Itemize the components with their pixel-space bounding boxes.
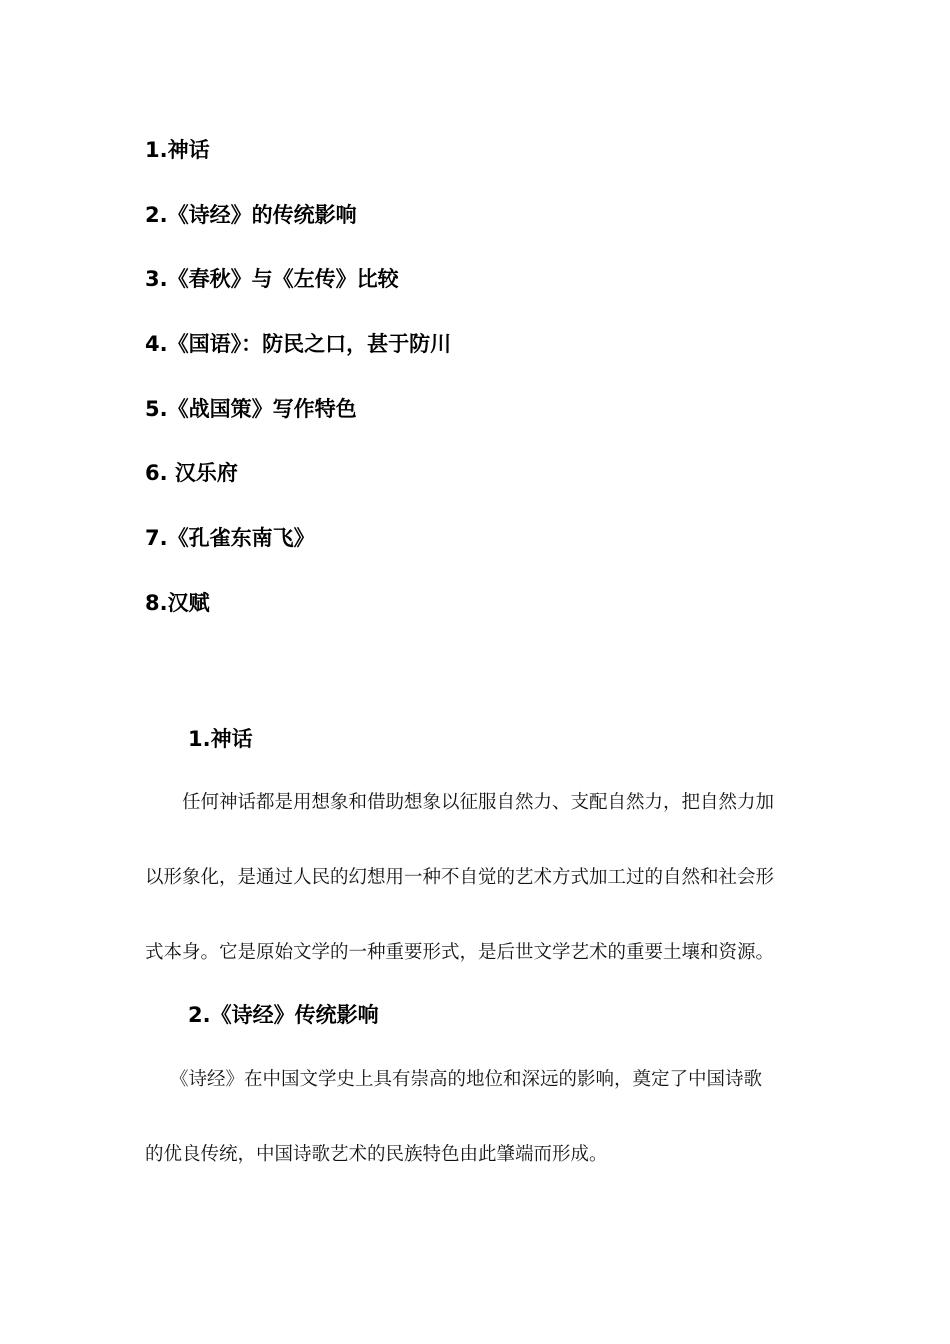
toc-item-5: 5.《战国策》写作特色 (145, 396, 357, 421)
toc-item-6: 6. 汉乐府 (145, 461, 238, 486)
section-2-line-2: 的优良传统，中国诗歌艺术的民族特色由此肇端而形成。 (145, 1144, 608, 1165)
section-1-line-3: 式本身。它是原始文学的一种重要形式，是后世文学艺术的重要土壤和资源。 (145, 942, 775, 963)
section-heading-2: 2.《诗经》传统影响 (188, 1003, 379, 1027)
section-1-line-1: 任何神话都是用想象和借助想象以征服自然力、支配自然力，把自然力加 (182, 792, 775, 813)
table-of-contents (145, 133, 451, 651)
toc-item-1: 1.神话 (145, 138, 210, 162)
section-heading-1: 1.神话 (188, 727, 253, 751)
toc-item-4: 4.《国语》：防民之口，甚于防川 (145, 332, 452, 357)
toc-item-2: 2.《诗经》的传统影响 (145, 202, 357, 227)
toc-item-7: 7.《孔雀东南飞》 (145, 526, 315, 551)
toc-item-8: 8.汉赋 (145, 590, 210, 615)
section-1-line-2: 以形象化，是通过人民的幻想用一种不自觉的艺术方式加工过的自然和社会形 (145, 867, 775, 888)
toc-item-3: 3.《春秋》与《左传》比较 (145, 267, 399, 292)
section-2-line-1: 《诗经》在中国文学史上具有崇高的地位和深远的影响，奠定了中国诗歌 (170, 1069, 763, 1090)
